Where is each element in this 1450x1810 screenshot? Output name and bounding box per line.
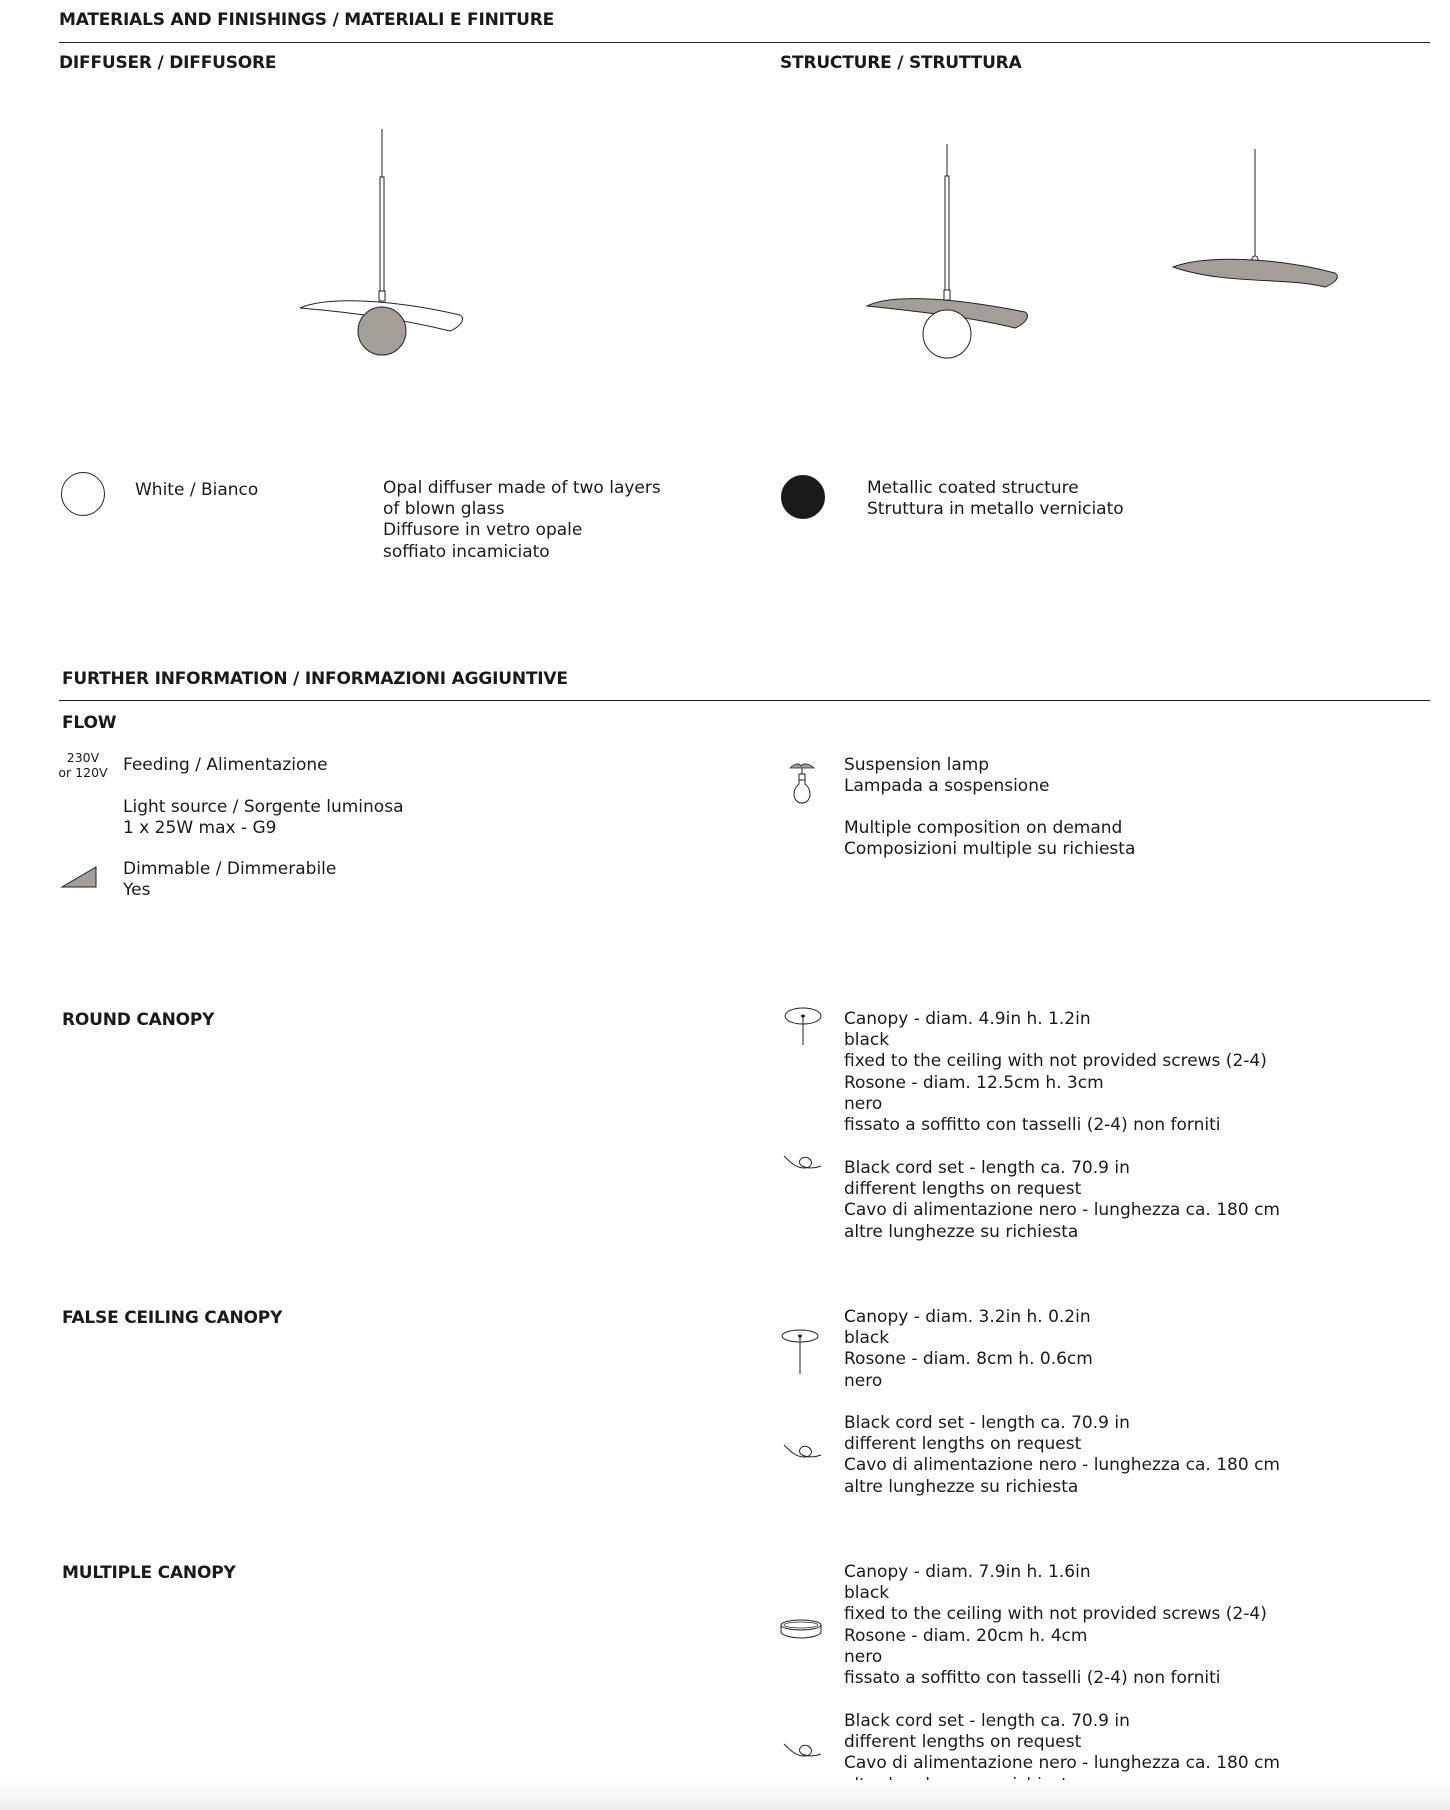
text-line: altre lunghezze su richiesta — [844, 1221, 1079, 1242]
multiple-canopy-icon — [779, 1617, 823, 1641]
diffuser-description — [383, 478, 661, 563]
text-line: Rosone - diam. 20cm h. 4cm — [844, 1625, 1088, 1646]
lamp-illustration-grey-diffuser — [290, 125, 480, 365]
diffuser-color-swatch — [60, 471, 106, 517]
text-line: Cavo di alimentazione nero - lunghezza ca. 180 cm — [844, 1455, 1280, 1476]
text-line: fissato a soffitto con tasselli (2-4) non forniti — [844, 1668, 1221, 1689]
text-line: fissato a soffitto con tasselli (2-4) non forniti — [844, 1115, 1221, 1136]
text-line: different lengths on request — [844, 1179, 1082, 1200]
section-divider — [59, 42, 1430, 43]
round-canopy-cord-specs — [844, 1158, 1280, 1243]
text-line: Cavo di alimentazione nero - lunghezza ca. 180 cm — [844, 1753, 1280, 1774]
suspension-info — [844, 755, 1049, 797]
multiple-canopy-heading: MULTIPLE CANOPY — [62, 1563, 236, 1583]
text-line: Canopy - diam. 4.9in h. 1.2in — [844, 1009, 1091, 1029]
text-line: Black cord set - length ca. 70.9 in — [844, 1413, 1130, 1433]
lamp-illustration-white-diffuser — [855, 140, 1045, 370]
text-line: Struttura in metallo verniciato — [867, 499, 1124, 520]
text-line: black — [844, 1328, 890, 1349]
text-line: Black cord set - length ca. 70.9 in — [844, 1158, 1130, 1178]
materials-heading: MATERIALS AND FINISHINGS / MATERIALI E FINITURE — [59, 10, 555, 30]
further-info-heading: FURTHER INFORMATION / INFORMAZIONI AGGIUNTIVE — [62, 669, 568, 689]
text-line: Cavo di alimentazione nero - lunghezza ca. 180 cm — [844, 1200, 1280, 1221]
text-line: Rosone - diam. 8cm h. 0.6cm — [844, 1349, 1093, 1370]
text-line: nero — [844, 1370, 883, 1391]
text-line: black — [844, 1583, 890, 1604]
suspension-lamp-icon — [787, 760, 817, 806]
feeding-label: Feeding / Alimentazione — [123, 755, 328, 775]
round-canopy-heading: ROUND CANOPY — [62, 1010, 215, 1030]
cord-icon — [782, 1152, 822, 1172]
text-line: Metallic coated structure — [867, 478, 1079, 498]
false-ceiling-canopy-icon — [780, 1326, 820, 1376]
light-source-info — [123, 797, 403, 839]
text-line: Light source / Sorgente luminosa — [123, 797, 404, 817]
dimmable-icon — [61, 866, 97, 888]
voltage-label — [56, 750, 110, 780]
round-canopy-icon — [783, 1005, 823, 1047]
text-line: Multiple composition on demand — [844, 818, 1123, 838]
diffuser-swatch-label: White / Bianco — [135, 480, 259, 500]
composition-info — [844, 818, 1135, 860]
text-line: nero — [844, 1093, 883, 1114]
multiple-canopy-specs — [844, 1562, 1267, 1689]
text-line: nero — [844, 1646, 883, 1667]
text-line: Dimmable / Dimmerabile — [123, 859, 337, 879]
page-bottom-edge — [0, 1780, 1450, 1810]
text-line: different lengths on request — [844, 1434, 1082, 1455]
structure-heading: STRUCTURE / STRUTTURA — [780, 53, 1022, 73]
cord-icon — [782, 1441, 822, 1461]
text-line: Canopy - diam. 7.9in h. 1.6in — [844, 1562, 1091, 1582]
text-line: soffiato incamiciato — [383, 541, 550, 562]
text-line: black — [844, 1030, 890, 1051]
false-ceiling-cord-specs — [844, 1413, 1280, 1498]
flow-heading: FLOW — [62, 713, 117, 733]
text-line: fixed to the ceiling with not provided screws (2-4) — [844, 1051, 1267, 1072]
text-line: Diffusore in vetro opale — [383, 520, 583, 541]
diffuser-heading: DIFFUSER / DIFFUSORE — [59, 53, 277, 73]
text-line: Suspension lamp — [844, 755, 990, 775]
text-line: 1 x 25W max - G9 — [123, 818, 277, 839]
section-divider — [59, 700, 1430, 701]
text-line: 230V — [66, 750, 100, 765]
cord-icon — [782, 1740, 822, 1760]
structure-description — [867, 478, 1124, 520]
text-line: of blown glass — [383, 499, 505, 520]
lamp-illustration-shade-only — [1165, 145, 1345, 295]
text-line: different lengths on request — [844, 1732, 1082, 1753]
text-line: or 120V — [58, 765, 108, 780]
text-line: Canopy - diam. 3.2in h. 0.2in — [844, 1307, 1091, 1327]
text-line: Composizioni multiple su richiesta — [844, 839, 1136, 860]
dimmable-info — [123, 859, 336, 901]
text-line: Lampada a sospensione — [844, 776, 1050, 797]
structure-color-swatch — [780, 474, 826, 520]
round-canopy-specs — [844, 1009, 1267, 1136]
text-line: Rosone - diam. 12.5cm h. 3cm — [844, 1072, 1104, 1093]
text-line: fixed to the ceiling with not provided screws (2-4) — [844, 1604, 1267, 1625]
false-ceiling-canopy-specs — [844, 1307, 1093, 1392]
false-ceiling-canopy-heading: FALSE CEILING CANOPY — [62, 1308, 283, 1328]
text-line: Opal diffuser made of two layers — [383, 478, 661, 498]
text-line: Black cord set - length ca. 70.9 in — [844, 1711, 1130, 1731]
text-line: Yes — [123, 880, 151, 901]
text-line: altre lunghezze su richiesta — [844, 1476, 1079, 1497]
